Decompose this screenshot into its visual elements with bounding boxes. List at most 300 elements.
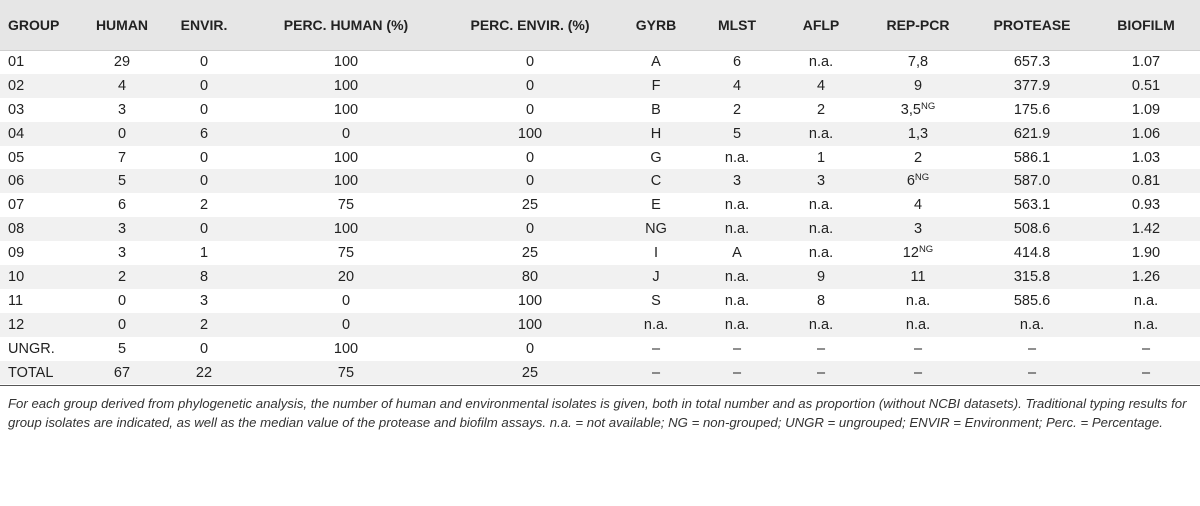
cell-value: n.a.: [1133, 292, 1159, 309]
header-perc-human: PERC. HUMAN (%): [248, 0, 444, 50]
cell-rep-pcr: [864, 50, 972, 74]
cell-perc-human: [248, 313, 444, 337]
cell-value: 0.51: [1131, 77, 1161, 94]
cell-human: [84, 122, 160, 146]
cell-human: [84, 74, 160, 98]
cell-protease: [972, 122, 1092, 146]
table-row: [0, 122, 1200, 146]
cell-protease: [972, 217, 1092, 241]
cell-protease: [972, 361, 1092, 385]
cell-value: 22: [195, 364, 213, 381]
cell-value: UNGR.: [8, 340, 55, 357]
cell-value: 0: [341, 316, 351, 333]
cell-envir: [160, 337, 248, 361]
table-row: [0, 241, 1200, 265]
cell-protease: [972, 146, 1092, 170]
cell-human: [84, 361, 160, 385]
cell-biofilm: [1092, 146, 1200, 170]
cell-value: –: [816, 364, 826, 381]
cell-rep-pcr: [864, 289, 972, 313]
header-biofilm: BIOFILM: [1092, 0, 1200, 50]
cell-gyrb: [616, 337, 696, 361]
cell-value: 6: [906, 173, 915, 190]
cell-value: 29: [113, 54, 131, 71]
cell-mlst: [696, 241, 778, 265]
cell-value: 1.09: [1131, 101, 1161, 118]
cell-perc-envir: [444, 265, 616, 289]
cell-value: 3: [913, 221, 923, 238]
cell-value: 09: [8, 245, 25, 262]
cell-value: 0.81: [1131, 173, 1161, 190]
cell-biofilm: [1092, 193, 1200, 217]
header-aflp: AFLP: [778, 0, 864, 50]
cell-value: n.a.: [724, 197, 750, 214]
cell-protease: [972, 289, 1092, 313]
cell-gyrb: [616, 265, 696, 289]
cell-value: 12: [902, 245, 919, 262]
cell-aflp: [778, 146, 864, 170]
cell-rep-pcr: [864, 337, 972, 361]
header-envir: ENVIR.: [160, 0, 248, 50]
cell-value: F: [651, 77, 661, 94]
cell-value: 02: [8, 77, 25, 94]
cell-human: [84, 146, 160, 170]
cell-group: [0, 169, 84, 193]
cell-gyrb: [616, 146, 696, 170]
cell-value: –: [732, 364, 742, 381]
cell-biofilm: [1092, 122, 1200, 146]
cell-perc-envir: [444, 146, 616, 170]
cell-value: 3,5: [900, 101, 921, 118]
cell-biofilm: [1092, 337, 1200, 361]
cell-value: C: [650, 173, 662, 190]
cell-value: 6: [732, 54, 742, 71]
cell-value: 10: [8, 268, 25, 285]
cell-value: 9: [913, 77, 923, 94]
cell-value: 0: [341, 292, 351, 309]
cell-value: 5: [117, 340, 127, 357]
cell-human: [84, 169, 160, 193]
cell-biofilm: [1092, 74, 1200, 98]
cell-protease: [972, 169, 1092, 193]
cell-perc-human: [248, 193, 444, 217]
header-gyrb: GYRB: [616, 0, 696, 50]
cell-value: A: [651, 54, 661, 71]
cell-value: 1,3: [907, 125, 929, 142]
table-row: [0, 98, 1200, 122]
cell-mlst: [696, 98, 778, 122]
cell-value: 11: [910, 268, 926, 285]
cell-value: 0: [525, 149, 535, 166]
cell-mlst: [696, 193, 778, 217]
cell-value: –: [1027, 340, 1037, 357]
cell-perc-human: [248, 241, 444, 265]
cell-gyrb: [616, 289, 696, 313]
cell-group: [0, 313, 84, 337]
cell-value: 587.0: [1013, 173, 1051, 190]
cell-value: –: [732, 340, 742, 357]
table-row: [0, 289, 1200, 313]
cell-group: [0, 337, 84, 361]
cell-value: 25: [521, 245, 539, 262]
cell-perc-envir: [444, 169, 616, 193]
cell-perc-human: [248, 98, 444, 122]
cell-perc-envir: [444, 361, 616, 385]
cell-perc-human: [248, 146, 444, 170]
header-perc-envir: PERC. ENVIR. (%): [444, 0, 616, 50]
cell-value: 2: [816, 101, 826, 118]
cell-perc-human: [248, 265, 444, 289]
cell-perc-human: [248, 289, 444, 313]
cell-human: [84, 193, 160, 217]
cell-value: 100: [333, 340, 359, 357]
cell-value: 0: [199, 149, 209, 166]
cell-value: 1: [199, 245, 209, 262]
cell-envir: [160, 122, 248, 146]
cell-value: 08: [8, 221, 25, 238]
cell-perc-envir: [444, 122, 616, 146]
cell-human: [84, 265, 160, 289]
cell-perc-human: [248, 74, 444, 98]
cell-value: 586.1: [1013, 149, 1051, 166]
cell-value: 1.26: [1131, 268, 1161, 285]
table-row: [0, 193, 1200, 217]
cell-value: n.a.: [905, 292, 931, 309]
cell-value: 563.1: [1013, 197, 1051, 214]
cell-value: 100: [333, 149, 359, 166]
cell-value: n.a.: [808, 54, 834, 71]
cell-group: [0, 146, 84, 170]
cell-group: [0, 217, 84, 241]
cell-value: 75: [337, 245, 355, 262]
cell-rep-pcr: [864, 193, 972, 217]
cell-mlst: [696, 337, 778, 361]
cell-value: 100: [333, 173, 359, 190]
cell-value: n.a.: [808, 245, 834, 262]
cell-value: 1.07: [1131, 54, 1161, 71]
cell-mlst: [696, 122, 778, 146]
cell-value: 1.06: [1131, 125, 1161, 142]
cell-rep-pcr: [864, 169, 972, 193]
table-row: [0, 74, 1200, 98]
cell-value: n.a.: [808, 125, 834, 142]
cell-value: 7,8: [907, 54, 929, 71]
cell-rep-pcr: [864, 98, 972, 122]
cell-envir: [160, 74, 248, 98]
cell-envir: [160, 289, 248, 313]
cell-value: n.a.: [724, 221, 750, 238]
cell-perc-envir: [444, 241, 616, 265]
cell-value: J: [652, 268, 660, 285]
cell-mlst: [696, 361, 778, 385]
cell-value: 0: [117, 316, 127, 333]
cell-biofilm: [1092, 50, 1200, 74]
cell-value: 100: [333, 101, 359, 118]
header-mlst: MLST: [696, 0, 778, 50]
cell-gyrb: [616, 241, 696, 265]
cell-aflp: [778, 193, 864, 217]
cell-value: n.a.: [643, 316, 669, 333]
cell-aflp: [778, 265, 864, 289]
cell-value: –: [651, 340, 661, 357]
cell-rep-pcr: [864, 313, 972, 337]
cell-value: 0: [341, 125, 351, 142]
cell-value: 377.9: [1013, 77, 1051, 94]
cell-human: [84, 241, 160, 265]
cell-value: –: [913, 364, 923, 381]
cell-biofilm: [1092, 217, 1200, 241]
cell-value: 01: [8, 54, 25, 71]
cell-gyrb: [616, 122, 696, 146]
cell-group: [0, 361, 84, 385]
cell-biofilm: [1092, 361, 1200, 385]
cell-value: 25: [521, 197, 539, 214]
cell-group: [0, 265, 84, 289]
cell-value: 6: [117, 197, 127, 214]
cell-envir: [160, 241, 248, 265]
cell-value: A: [732, 245, 742, 262]
cell-gyrb: [616, 50, 696, 74]
cell-value: 0: [525, 221, 535, 238]
cell-perc-envir: [444, 50, 616, 74]
cell-perc-human: [248, 169, 444, 193]
cell-group: [0, 193, 84, 217]
cell-protease: [972, 193, 1092, 217]
cell-value: NG: [645, 221, 667, 238]
cell-value: –: [651, 364, 661, 381]
cell-gyrb: [616, 74, 696, 98]
cell-value: 585.6: [1013, 292, 1051, 309]
cell-value: S: [651, 292, 661, 309]
cell-gyrb: [616, 98, 696, 122]
cell-group: [0, 74, 84, 98]
cell-group: [0, 98, 84, 122]
cell-value: 100: [517, 125, 543, 142]
header-protease: PROTEASE: [972, 0, 1092, 50]
cell-value: 2: [117, 268, 127, 285]
cell-rep-pcr: [864, 217, 972, 241]
cell-perc-envir: [444, 289, 616, 313]
cell-group: [0, 241, 84, 265]
cell-value: 1.90: [1131, 245, 1161, 262]
cell-value: 100: [333, 221, 359, 238]
cell-gyrb: [616, 217, 696, 241]
table-row: [0, 146, 1200, 170]
cell-value: –: [1027, 364, 1037, 381]
superscript-ng: NG: [920, 100, 936, 112]
table-header-row: [0, 0, 1200, 50]
cell-biofilm: [1092, 169, 1200, 193]
cell-perc-envir: [444, 98, 616, 122]
cell-biofilm: [1092, 98, 1200, 122]
cell-value: n.a.: [808, 316, 834, 333]
cell-value: 03: [8, 101, 25, 118]
cell-value: 3: [117, 245, 127, 262]
cell-perc-human: [248, 122, 444, 146]
cell-value: 175.6: [1013, 101, 1051, 118]
superscript-ng: NG: [914, 172, 930, 184]
table-row: [0, 313, 1200, 337]
cell-value: 0: [199, 221, 209, 238]
cell-value: 75: [337, 197, 355, 214]
cell-value: n.a.: [1133, 316, 1159, 333]
cell-envir: [160, 265, 248, 289]
cell-aflp: [778, 361, 864, 385]
cell-value: 0: [525, 54, 535, 71]
cell-value: 7: [117, 149, 127, 166]
cell-value: 0: [117, 292, 127, 309]
cell-value: 1: [816, 149, 826, 166]
cell-perc-human: [248, 50, 444, 74]
cell-group: [0, 50, 84, 74]
table-row: [0, 361, 1200, 385]
cell-envir: [160, 50, 248, 74]
cell-aflp: [778, 98, 864, 122]
cell-value: 07: [8, 197, 25, 214]
cell-value: 657.3: [1013, 54, 1051, 71]
cell-value: 8: [199, 268, 209, 285]
cell-value: 2: [199, 316, 209, 333]
table-row: [0, 337, 1200, 361]
cell-group: [0, 122, 84, 146]
cell-value: 100: [333, 77, 359, 94]
cell-value: 8: [816, 292, 826, 309]
cell-envir: [160, 169, 248, 193]
cell-value: 3: [816, 173, 826, 190]
table-body: [0, 50, 1200, 384]
cell-value: 5: [732, 125, 742, 142]
cell-gyrb: [616, 169, 696, 193]
cell-gyrb: [616, 361, 696, 385]
cell-aflp: [778, 241, 864, 265]
cell-biofilm: [1092, 289, 1200, 313]
cell-value: 06: [8, 173, 25, 190]
cell-value: I: [653, 245, 659, 262]
cell-group: [0, 289, 84, 313]
cell-value: TOTAL: [8, 364, 54, 381]
header-group: GROUP: [0, 0, 84, 50]
cell-value: 1.42: [1131, 221, 1161, 238]
cell-value: 100: [517, 292, 543, 309]
cell-human: [84, 217, 160, 241]
cell-value: 2: [199, 197, 209, 214]
cell-mlst: [696, 289, 778, 313]
cell-envir: [160, 217, 248, 241]
cell-value: 0: [525, 77, 535, 94]
cell-value: 0: [525, 101, 535, 118]
cell-aflp: [778, 289, 864, 313]
cell-mlst: [696, 217, 778, 241]
cell-value: 4: [913, 197, 923, 214]
cell-rep-pcr: [864, 361, 972, 385]
cell-perc-human: [248, 361, 444, 385]
table-row: [0, 265, 1200, 289]
cell-value: 25: [521, 364, 539, 381]
cell-value: n.a.: [724, 149, 750, 166]
cell-value: n.a.: [1019, 316, 1045, 333]
cell-value: 75: [337, 364, 355, 381]
cell-envir: [160, 193, 248, 217]
cell-aflp: [778, 50, 864, 74]
cell-human: [84, 50, 160, 74]
cell-gyrb: [616, 193, 696, 217]
cell-envir: [160, 313, 248, 337]
cell-value: 3: [732, 173, 742, 190]
header-rep-pcr: REP-PCR: [864, 0, 972, 50]
cell-perc-envir: [444, 74, 616, 98]
cell-protease: [972, 50, 1092, 74]
cell-mlst: [696, 74, 778, 98]
cell-biofilm: [1092, 241, 1200, 265]
cell-value: 0: [199, 77, 209, 94]
cell-protease: [972, 337, 1092, 361]
cell-value: n.a.: [724, 292, 750, 309]
cell-mlst: [696, 313, 778, 337]
cell-aflp: [778, 74, 864, 98]
header-human: HUMAN: [84, 0, 160, 50]
cell-rep-pcr: [864, 241, 972, 265]
cell-protease: [972, 98, 1092, 122]
cell-value: G: [650, 149, 662, 166]
cell-value: n.a.: [724, 268, 750, 285]
cell-biofilm: [1092, 265, 1200, 289]
cell-value: 4: [117, 77, 127, 94]
cell-envir: [160, 361, 248, 385]
cell-value: 20: [337, 268, 355, 285]
cell-value: 04: [8, 125, 25, 142]
table-row: [0, 169, 1200, 193]
cell-value: 3: [199, 292, 209, 309]
superscript-ng: NG: [918, 244, 934, 256]
cell-value: 100: [517, 316, 543, 333]
cell-value: n.a.: [905, 316, 931, 333]
cell-value: 12: [8, 316, 25, 333]
cell-value: 414.8: [1013, 245, 1051, 262]
cell-value: 9: [816, 268, 826, 285]
cell-rep-pcr: [864, 265, 972, 289]
cell-value: B: [651, 101, 661, 118]
cell-value: n.a.: [808, 221, 834, 238]
table-row: [0, 217, 1200, 241]
cell-human: [84, 337, 160, 361]
cell-mlst: [696, 265, 778, 289]
cell-value: 0: [525, 340, 535, 357]
cell-value: 11: [8, 292, 24, 309]
cell-value: –: [913, 340, 923, 357]
cell-perc-envir: [444, 313, 616, 337]
cell-aflp: [778, 217, 864, 241]
cell-aflp: [778, 169, 864, 193]
cell-value: –: [816, 340, 826, 357]
cell-value: 4: [816, 77, 826, 94]
cell-mlst: [696, 146, 778, 170]
cell-perc-human: [248, 337, 444, 361]
cell-value: 508.6: [1013, 221, 1051, 238]
cell-value: 621.9: [1013, 125, 1051, 142]
cell-value: 80: [521, 268, 539, 285]
cell-value: 0: [117, 125, 127, 142]
cell-value: 3: [117, 101, 127, 118]
cell-aflp: [778, 313, 864, 337]
table-caption: For each group derived from phylogenetic analysis, the number of human and environmental isolates is given, both in total number and as proportion (without NCBI datasets). Traditional typing results for group isolates are indicated, as well as the median value of the protease and biofilm assays. n.a. = not available; NG = non-grouped; UNGR = ungrouped; ENVIR = Environment; Perc. = Percentage.: [0, 385, 1200, 432]
cell-value: 100: [333, 54, 359, 71]
cell-value: 4: [732, 77, 742, 94]
cell-perc-envir: [444, 193, 616, 217]
cell-protease: [972, 313, 1092, 337]
cell-mlst: [696, 169, 778, 193]
cell-value: 05: [8, 149, 25, 166]
cell-value: 0: [199, 340, 209, 357]
